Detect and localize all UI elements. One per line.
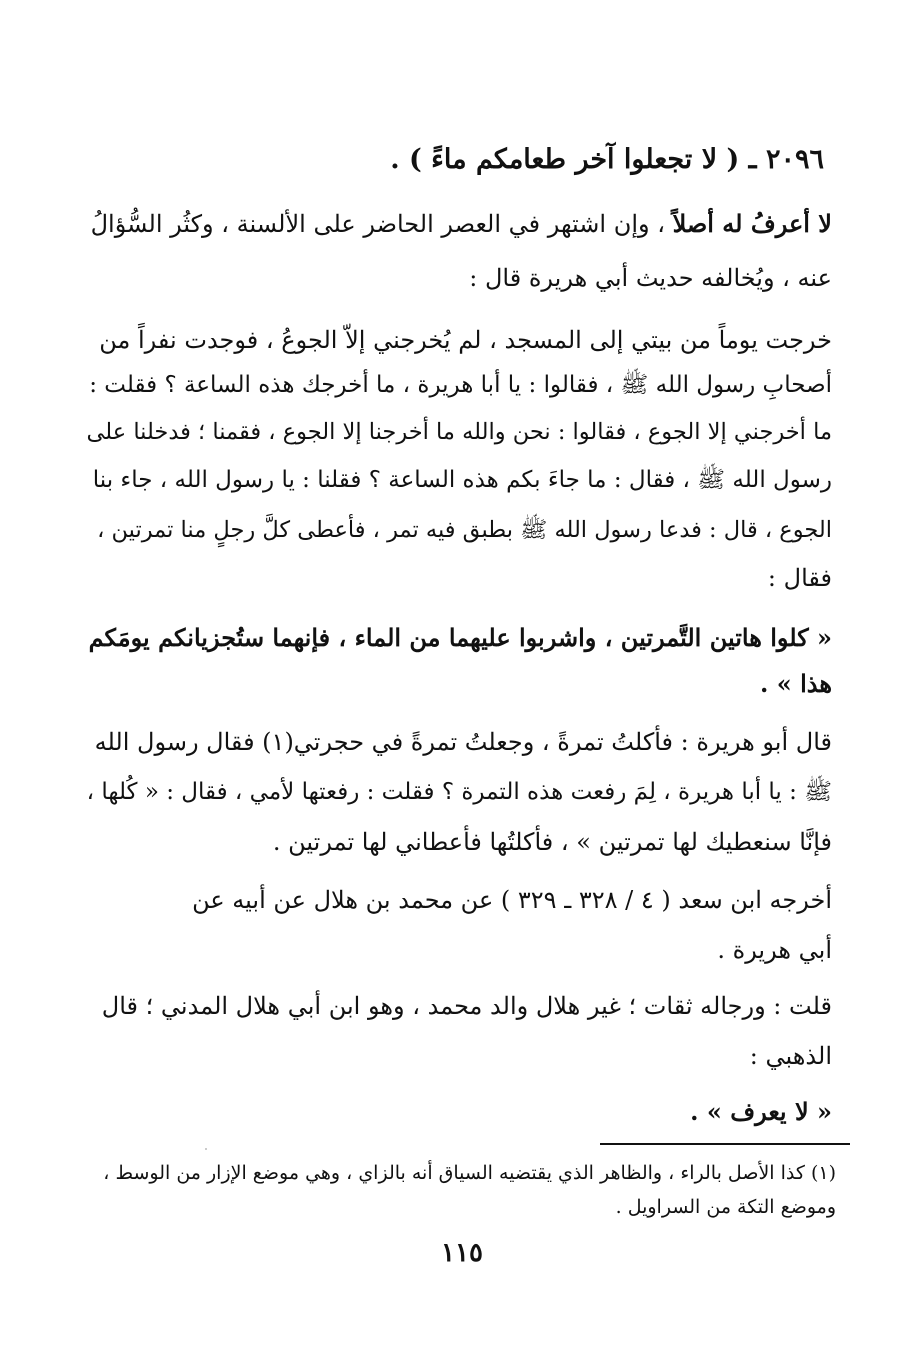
takhrij-line: أبي هريرة .	[717, 936, 832, 964]
story-line: خرجت يوماً من بيتي إلى المسجد ، لم يُخرجني إلاّ الجوعُ ، فوجدت نفراً من	[99, 326, 832, 354]
story-line: ما أخرجني إلا الجوع ، فقالوا : نحن والله ما أخرجنا إلا الجوع ، فقمنا ؛ فدخلنا على	[86, 419, 832, 445]
scan-speck	[205, 1148, 207, 1150]
continuation-line: ﷺ : يا أبا هريرة ، لِمَ رفعت هذه التمرة ؟ فقلت : رفعتها لأمي ، فقال : « كُلها ،	[86, 779, 832, 805]
dhahabi-quote: « لا يعرف » .	[690, 1097, 832, 1126]
story-line: فقال :	[767, 564, 832, 592]
paragraph1-line2: عنه ، ويُخالفه حديث أبي هريرة قال :	[469, 264, 832, 292]
prophet-quote-line: هذا » .	[760, 669, 832, 698]
paragraph1-lead: لا أعرفُ له أصلاً	[672, 209, 832, 238]
hadith-heading: ٢٠٩٦ ـ ( لا تجعلوا آخر طعامكم ماءً ) .	[390, 144, 824, 175]
footnote-line: وموضع التكة من السراويل .	[615, 1196, 836, 1218]
story-line: أصحابِ رسول الله ﷺ ، فقالوا : يا أبا هريرة ، ما أخرجك هذه الساعة ؟ فقلت :	[89, 372, 832, 398]
paragraph1-line1	[91, 204, 832, 244]
prophet-quote-line: « كلوا هاتين التَّمرتين ، واشربوا عليهما من الماء ، فإنهما ستُجزيانكم يومَكم	[88, 623, 832, 652]
footnote-divider	[600, 1143, 850, 1145]
takhrij-line: أخرجه ابن سعد ( ٤ / ٣٢٨ ـ ٣٢٩ ) عن محمد بن هلال عن أبيه عن	[192, 886, 832, 914]
continuation-line: قال أبو هريرة : فأكلتُ تمرةً ، وجعلتُ تمرةً في حجرتي(١) فقال رسول الله	[94, 728, 832, 756]
comment-line: الذهبي :	[749, 1042, 832, 1070]
comment-line: قلت : ورجاله ثقات ؛ غير هلال والد محمد ، وهو ابن أبي هلال المدني ؛ قال	[101, 992, 832, 1020]
story-line: الجوع ، قال : فدعا رسول الله ﷺ بطبق فيه تمر ، فأعطى كلَّ رجلٍ منا تمرتين ،	[97, 517, 832, 543]
story-line: رسول الله ﷺ ، فقال : ما جاءَ بكم هذه الساعة ؟ فقلنا : يا رسول الله ، جاء بنا	[92, 467, 832, 493]
paragraph1-line1-rest: ، وإن اشتهر في العصر الحاضر على الألسنة ، وكثُر السُّؤالُ	[90, 210, 673, 238]
footnote-line: (١) كذا الأصل بالراء ، والظاهر الذي يقتضيه السياق أنه بالزاي ، وهي موضع الإزار من الوسط ،	[103, 1162, 836, 1184]
page-number: ١١٥	[441, 1238, 483, 1268]
continuation-line: فإنَّا سنعطيك لها تمرتين » ، فأكلتُها فأعطاني لها تمرتين .	[272, 828, 832, 856]
